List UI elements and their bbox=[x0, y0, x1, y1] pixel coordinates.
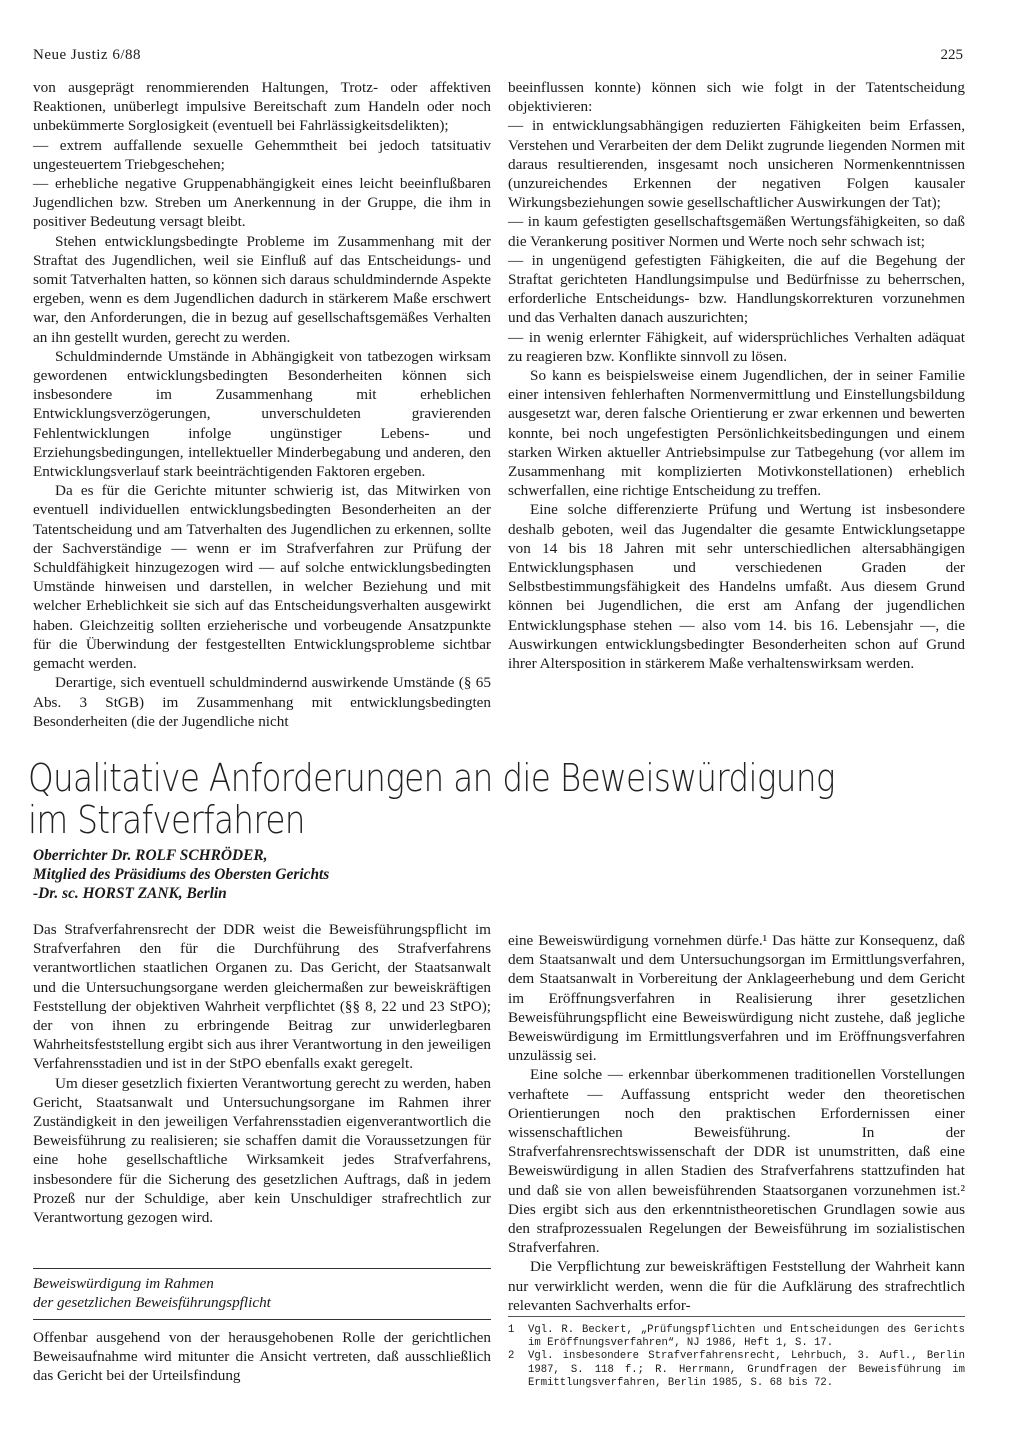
article-title-line: Qualitative Anforderungen an die Beweiswürdigung bbox=[28, 756, 835, 800]
subheading-rule bbox=[33, 1319, 491, 1320]
journal-issue: Neue Justiz 6/88 bbox=[33, 47, 141, 63]
paragraph: von ausgeprägt renommierenden Haltungen, Trotz- oder affektiven Reaktionen, unüberlegt impulsive Bereitschaft zum Handeln oder noch unbekümmerte Sorglosigkeit (eventuell bei Fahrlässigkeitsdelikten); bbox=[33, 79, 491, 135]
paragraph: Die Verpflichtung zur beweiskräftigen Feststellung der Wahrheit kann nur verwirklicht werden, wenn die für die Aufklärung des strafrechtlich relevanten Sachverhalts erfor- bbox=[508, 1258, 965, 1314]
paragraph: Eine solche differenzierte Prüfung und Wertung ist insbesondere deshalb geboten, weil das Jugendalter die gesamte Entwicklungsetappe von 14 bis 18 Jahren mit sehr unterschiedlichen altersabhängigen Entwicklungsphasen und verschiedenen Graden der Selbstbestimmungsfähigkeit des Handelns umfaßt. Aus diesem Grund können bei Jugendlichen, die erst am Anfang der jugendlichen Entwicklungsphase stehen — also vom 14. bis 16. Lebensjahr —, die Auswirkungen entwicklungsbedingter Besonderheiten schon auf Grund ihrer Altersposition in stärkerem Maße verhaltenswirksam werden. bbox=[508, 501, 965, 673]
paragraph: Da es für die Gerichte mitunter schwierig ist, das Mitwirken von eventuell individuellen entwicklungsbedingten Besonderheiten an der Tatentscheidung und am Tatverhalten des Jugendlichen zu erkennen, sollte der Sachverständige — wenn er im Strafverfahren zur Prüfung der Schuldfähigkeit hinzugezogen wird — auf solche entwicklungsbedingten Umstände hinweisen und darstellen, in welcher Beziehung und mit welcher Erheblichkeit sie sich auf das Entscheidungsverhalten ausgewirkt haben. Gleichzeitig sollten erzieherische und vorbeugende Ansatzpunkte für die Überwindung der festgestellten Entwicklungsprobleme sichtbar gemacht werden. bbox=[33, 482, 491, 673]
list-item: — in kaum gefestigten gesellschaftsgemäßen Wertungsfähigkeiten, so daß die Verankerung positiver Normen und Werte noch sehr schwach ist; bbox=[508, 213, 965, 250]
top-left-column bbox=[33, 78, 491, 731]
footnote-number: 2 bbox=[508, 1350, 515, 1363]
article-left-column-continued bbox=[33, 1328, 491, 1386]
paragraph: Schuldmindernde Umstände in Abhängigkeit von tatbezogen wirksam gewordenen entwicklungsbedingten Besonderheiten können sich insbesondere im Zusammenhang mit erheblichen Entwicklungsverzögerungen, unverschuldeten gravierenden Fehlentwicklungen infolge ungünstiger Lebens- und Erziehungsbedingungen, intellektueller Minderbegabung und anderen, den Entwicklungsverlauf stark beeinträchtigenden Faktoren ergeben. bbox=[33, 347, 491, 481]
paragraph: eine Beweiswürdigung vornehmen dürfe.¹ Das hätte zur Konsequenz, daß dem Staatsanwalt und dem Untersuchungsorgan im Ermittlungsverfahren, dem Staatsanwalt in Vorbereitung der Anklageerhebung und dem Gericht im Eröffnungsverfahren in Realisierung ihrer gesetzlichen Beweisführungspflicht eine Beweiswürdigung nicht zustehe, daß jegliche Beweiswürdigung im Ermittlungsverfahren und im Eröffnungsverfahren unzulässig sei. bbox=[508, 932, 965, 1065]
paragraph: Stehen entwicklungsbedingte Probleme im Zusammenhang mit der Straftat des Jugendlichen, weil sie Einfluß auf das Entscheidungs- und somit Tatverhalten hatten, so können sich daraus schuldmindernde Aspekte ergeben, wenn es dem Jugendlichen dadurch in stärkerem Maße erschwert war, den Anforderungen, die in bezug auf gesellschaftsgemäßes Verhalten an ihn gestellt wurden, gerecht zu werden. bbox=[33, 232, 491, 346]
footnote-number: 1 bbox=[508, 1324, 515, 1336]
top-right-column bbox=[508, 78, 965, 673]
list-item: — in wenig erlernter Fähigkeit, auf widersprüchliches Verhalten adäquat zu reagieren bzw. Konflikte sinnvoll zu lösen. bbox=[508, 328, 965, 365]
section-subheading bbox=[33, 1274, 333, 1312]
paragraph: So kann es beispielsweise einem Jugendlichen, der in seiner Familie einer intensiven fehlerhaften Normenvermittlung und Einstellungsbildung ausgesetzt war, deren falsche Orientierung er zwar erkennen und bewerten konnte, bei noch ungefestigten Persönlichkeitsbedingungen und einem starken Wirken aktueller Antriebsimpulse zur Tatbegehung (vor allem im Zusammenhang mit komplizierten Motivkonstellationen) erheblich schwerfallen, eine richtige Entscheidung zu treffen. bbox=[508, 367, 965, 500]
list-item: — extrem auffallende sexuelle Gehemmtheit bei jedoch tatsituativ ungesteuertem Triebgeschehen; bbox=[33, 136, 491, 173]
article-title-line: im Strafverfahren bbox=[28, 798, 305, 842]
paragraph: Eine solche — erkennbar überkommenen traditionellen Vorstellungen verhaftete — Auffassung entspricht weder den theoretischen Orientierungen noch den praktischen Erfordernissen einer wissenschaftlichen Beweisführung. In der Strafverfahrensrechtswissenschaft der DDR ist unumstritten, daß eine Beweiswürdigung in allen Stadien des Strafverfahrens stattzufinden hat und daß sie von allen beweisführenden Staatsorganen vorzunehmen ist.² Dies ergibt sich aus den erkenntnistheoretischen Grundlagen sowie aus den strafprozessualen Regelungen der Beweisführung im sozialistischen Strafverfahren. bbox=[508, 1066, 965, 1257]
article-left-column bbox=[33, 920, 491, 1227]
footnote-text: Vgl. insbesondere Strafverfahrensrecht, Lehrbuch, 3. Aufl., Berlin 1987, S. 118 f.; R. Herrmann, Grundfragen der Beweisführung im Ermittlungsverfahren, Berlin 1985, S. 68 bis 72. bbox=[528, 1350, 965, 1389]
paragraph: Derartige, sich eventuell schuldmindernd auswirkende Umstände (§ 65 Abs. 3 StGB) im Zusammenhang mit entwicklungsbedingten Besonderheiten (die der Jugendliche nicht bbox=[33, 674, 491, 730]
page-number: 225 bbox=[940, 47, 963, 63]
list-item: — in entwicklungsabhängigen reduzierten Fähigkeiten beim Erfassen, Verstehen und Verarbeiten der dem Delikt zugrunde liegenden Normen mit daraus resultierenden, insgesamt noch unsicheren Normenkenntnissen (unzureichendes Erkennen der negativen Folgen kausaler Wirkungsbeziehungen sowie gesellschaftlicher Auswirkungen der Tat); bbox=[508, 117, 965, 212]
author-name: -Dr. sc. HORST ZANK, Berlin bbox=[33, 885, 227, 902]
footnotes bbox=[508, 1324, 965, 1390]
article-title bbox=[28, 757, 854, 841]
paragraph: Um dieser gesetzlich fixierten Verantwortung gerecht zu werden, haben Gericht, Staatsanwalt und Untersuchungsorgane im Rahmen ihrer Zuständigkeit in den jeweiligen Verfahrensstadien eigenverantwortlich die Beweisführung zu realisieren; sie schaffen damit die Voraussetzungen für eine hohe gesellschaftliche Wirksamkeit jedes Strafverfahrens, insbesondere für die Sicherung des gesetzlichen Auftrags, daß in jedem Prozeß nur der Schuldige, aber kein Unschuldiger strafrechtlich zur Verantwortung gezogen wird. bbox=[33, 1074, 491, 1227]
paragraph: beeinflussen konnte) können sich wie folgt in der Tatentscheidung objektivieren: bbox=[508, 79, 965, 116]
list-item: — in ungenügend gefestigten Fähigkeiten, die auf die Begehung der Straftat gerichteten Handlungsimpulse und Bedürfnisse zu beherrschen, erforderliche Entscheidungs- bzw. Handlungskorrekturen vorzunehmen und das Verhalten danach auszurichten; bbox=[508, 251, 965, 327]
subheading-line: Beweiswürdigung im Rahmen bbox=[33, 1275, 214, 1292]
subheading-line: der gesetzlichen Beweisführungspflicht bbox=[33, 1294, 271, 1311]
author-role: Mitglied des Präsidiums des Obersten Gerichts bbox=[33, 866, 330, 883]
running-head bbox=[33, 47, 963, 69]
paragraph: Offenbar ausgehend von der herausgehobenen Rolle der gerichtlichen Beweisaufnahme wird mitunter die Ansicht vertreten, daß ausschließlich das Gericht bei der Urteilsfindung bbox=[33, 1329, 491, 1385]
footnote-text: Vgl. R. Beckert, „Prüfungspflichten und Entscheidungen des Gerichts im Eröffnungsverfahren“, NJ 1986, Heft 1, S. 17. bbox=[528, 1324, 965, 1350]
authors-block bbox=[33, 846, 553, 903]
subheading-rule bbox=[33, 1268, 491, 1269]
footnote bbox=[508, 1324, 965, 1350]
list-item: — erhebliche negative Gruppenabhängigkeit eines leicht beeinflußbaren Jugendlichen bzw. Streben um Anerkennung in der Gruppe, die ihm in positiver Bedeutung versagt bleibt. bbox=[33, 175, 491, 231]
footnote bbox=[508, 1350, 965, 1390]
article-right-column bbox=[508, 931, 965, 1315]
paragraph: Das Strafverfahrensrecht der DDR weist die Beweisführungspflicht im Strafverfahren den für die Durchführung des Strafverfahrens verantwortlichen staatlichen Organen zu. Das Gericht, der Staatsanwalt und die Untersuchungsorgane werden gleichermaßen zur beweiskräftigen Feststellung der objektiven Wahrheit verpflichtet (§§ 8, 22 und 23 StPO); der von ihnen zu erbringende Beitrag zur unwiderlegbaren Wahrheitsfeststellung ergibt sich aus ihrer Verantwortung in den jeweiligen Verfahrensstadien und ist in der StPO ebenfalls exakt geregelt. bbox=[33, 921, 491, 1073]
footnote-rule bbox=[508, 1316, 965, 1317]
author-name: Oberrichter Dr. ROLF SCHRÖDER, bbox=[33, 847, 268, 864]
